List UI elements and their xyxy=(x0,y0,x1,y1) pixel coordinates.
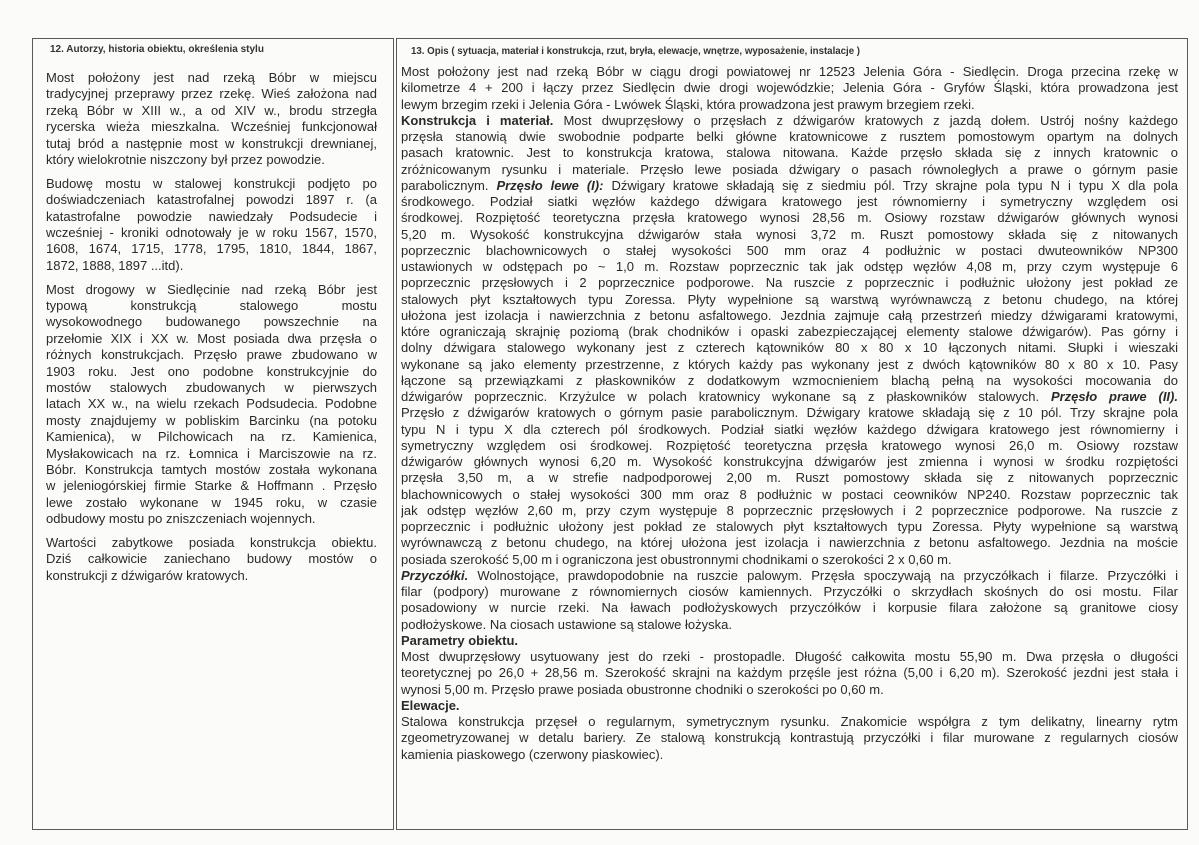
text-line: które ograniczają skrajnię poziomą (brak chodników i opaski zabezpieczającej elementy stalowe dźwigarów). Pas górny i xyxy=(401,324,1178,339)
text-line: mosty znajdujemy w pobliskim Barcinku (na potoku xyxy=(46,412,377,428)
text-line: ustawionych w odstępach po ~ 1,0 m. Rozstaw poprzecznic tak jak odstęp węzłów 4,08 m, przy czym występuje 6 xyxy=(401,259,1178,274)
text-line xyxy=(401,389,1178,405)
text-line: dźwigarów głównych wynosi 6,20 m. Wysokość konstrukcyjna dźwigarów jest zmienna i wynosi w środku rozpiętości xyxy=(401,454,1178,469)
text-line: katastrofalne powodzie nawiedzały Podsudecie i xyxy=(46,208,377,224)
text-line: przełomie XIX i XX w. Most posiada dwa przęsła o xyxy=(46,330,377,346)
text-line: dolny dźwigara stalowego wykonany jest z czterech kątowników 80 x 80 x 10 łączonych nitami. Słupki i wieszaki xyxy=(401,340,1178,356)
text-line: zgeometryzowanej w detalu bariery. Ze stalową konstrukcją kontrastują przyczółki i filar murowane z regularnych ciosów xyxy=(401,730,1178,746)
text-line: Bóbr. Konstrukcja tamtych mostów została wykonana xyxy=(46,461,377,477)
text-line: kamienia piaskowego (czerwony piaskowiec). xyxy=(401,746,664,762)
text-line: w jeleniogórskiej firmie Starke & Hoffmann . Przęsło xyxy=(46,478,377,494)
bold-italic-label: Przyczółki. xyxy=(401,567,469,583)
text-line: Stalowa konstrukcja przęseł o regularnym, symetrycznym rysunku. Znakomicie współgra z tym delikatny, linearny rytm xyxy=(401,714,1178,729)
text-paragraph xyxy=(46,176,377,274)
text-line xyxy=(401,113,1178,129)
description-section-body xyxy=(401,64,1178,763)
text-line: kilometrze 4 + 200 i łączy przez Siedlęcin dwie drogi wojewódzkie; Jelenia Góra - Gryfów Śląski, która prowadzona jest xyxy=(401,80,1178,96)
description-section-heading: 13. Opis ( sytuacja, materiał i konstrukcja, rzut, bryła, elewacje, wnętrze, wyposażenie, instalacje ) xyxy=(411,46,861,57)
bold-label: Parametry obiektu. xyxy=(401,632,519,648)
bold-italic-label: Przęsło prawe (II). xyxy=(1050,389,1178,404)
text-line: stalowych płyt kształtowych typu Zoressa. Płyty wypełnione są warstwą wyrównawczą z betonu chudego, na której xyxy=(401,291,1178,307)
text-line: Kamienica), w Pilchowicach na rz. Kamienica, xyxy=(46,429,377,445)
text-line: łączone są przewiązkami z płaskowników z dodatkowym wzmocnieniem blachą pełną na wysokości mocowania do xyxy=(401,372,1178,388)
text-run: dźwigarów poprzecznic. Krzyżulce w polach kratownicy wykonane są z płaskowników stalowych. xyxy=(401,389,1051,404)
text-line: latach XX w., na wielu rzekach Podsudecia. Podobne xyxy=(46,396,377,412)
text-line: Budowę mostu w stalowej konstrukcji podjęto po xyxy=(46,175,377,191)
text-line xyxy=(401,633,1178,649)
text-line: środkowej. Rozpiętość teoretyczna przęsła kratowego wynosi 28,56 m. Osiowy rozstaw dźwigarów głównych wynosi xyxy=(401,210,1178,226)
text-line: wcześniej - kroniki odnotowały je w roku 1567, 1570, xyxy=(46,225,377,241)
text-line: 1903 roku. Jest ono podobne konstrukcyjnie do xyxy=(46,363,377,379)
text-line: podłożyskowe. Na ciosach ustawione są stalowe łożyska. xyxy=(401,616,732,632)
text-line: tutaj bród a następnie most w konstrukcji drewnianej, xyxy=(46,135,377,151)
text-line: pasach kratownic. Jest to konstrukcja kratowa, stalowa nitowana. Każde przęsło składa się z innych kratownic o xyxy=(401,145,1178,161)
text-line: posiada szerokość 5,00 m i ograniczona jest obustronnymi chodnikami o szerokości 2 x 0,60 m. xyxy=(401,551,952,567)
text-line: posadowiony w nurcie rzeki. Na ławach podłożyskowych przyczółków i korpusie filara założone są granitowe ciosy xyxy=(401,600,1178,616)
history-section-body xyxy=(46,70,377,592)
text-line: wysokowodnego budowanego powszechnie na xyxy=(46,314,377,330)
text-line: wykonane są jako elementy przestrzenne, z których każdy pas wykonany jest z dwóch kątowników 80 x 80 x 10. Pasy xyxy=(401,356,1178,372)
history-section-heading: 12. Autorzy, historia obiektu, określenia stylu xyxy=(50,44,264,55)
text-line: filar (podpory) murowane z równomiernych ciosów kamiennych. Przyczółki o skrzydłach skośnych do osi mostu. Filar xyxy=(401,584,1178,599)
text-line: odbudowy mostu po zniszczeniach wojennych. xyxy=(46,511,316,527)
text-line: blachownicowych o stałej wysokości 300 mm oraz 8 podłużnic w postaci ceowników NP240. Rozstaw poprzecznic tak xyxy=(401,486,1178,502)
text-line: poprzecznic przęsłowych i 2 poprzecznice podporowe. Na ruszcie z poprzecznic i podłużnic ułożony jest pokład ze xyxy=(401,275,1178,291)
text-line: Most dwuprzęsłowy usytuowany jest do rzeki - prostopadle. Długość całkowita mostu 55,90 m. Dwa przęsła o długości xyxy=(401,649,1178,664)
text-line: Wartości zabytkowe posiada konstrukcja obiektu. xyxy=(46,535,377,551)
text-line: 5,20 m. Wysokość konstrukcyjna dźwigarów stała wynosi 3,72 m. Ruszt pomostowy składa się z nitowanych xyxy=(401,226,1178,242)
text-line: Przęsło z dźwigarów kratowych o górnym pasie parabolicznym. Dźwigary kratowe składają się z 10 pól. Trzy skrajne pola xyxy=(401,405,1178,421)
text-line: Most położony jest nad rzeką Bóbr w miejscu xyxy=(46,70,377,85)
text-line: 1608, 1674, 1715, 1778, 1795, 1810, 1844, 1867, xyxy=(46,241,377,257)
text-line xyxy=(401,698,1178,714)
text-line: tradycyjnej przeprawy przez rzekę. Wieś założona nad xyxy=(46,86,377,102)
text-paragraph xyxy=(401,714,1178,763)
text-run: Wolnostojące, prawdopodobnie na ruszcie palowym. Przęsła spoczywają na przyczółkach i filarze. Przyczółki i xyxy=(468,567,1178,583)
text-line: środkowego. Podział siatki węzłów każdego dźwigara kratowego jest równomierny i symetryczny względem osi xyxy=(401,194,1178,209)
text-line: Mysłakowicach na rz. Łomnica i Marciszowie na rz. xyxy=(46,445,377,461)
text-paragraph xyxy=(401,113,1178,568)
bold-label: Elewacje. xyxy=(401,697,460,713)
text-paragraph xyxy=(401,64,1178,113)
text-line xyxy=(401,568,1178,584)
text-line: doświadczeniach katastrofalnej powodzi 1897 r. (a xyxy=(46,192,377,208)
text-run: parabolicznym. xyxy=(401,177,497,193)
text-line: przęsła stanowią dwie swobodnie podparte belki główne kratownicowe z rusztem pomostowym opartym na dolnych xyxy=(401,129,1178,144)
text-line: lewym brzegim rzeki i Jelenia Góra - Lwówek Śląski, która prowadzona jest prawym brzegiem rzeki. xyxy=(401,96,975,112)
text-line: konstrukcji z dźwigarów kratowych. xyxy=(46,567,249,583)
text-line xyxy=(401,178,1178,194)
text-line: ułożona jest izolacja i nawierzchnia z betonu asfaltowego. Jezdnia zajmuje całą przestrzeń miedzy dźwigarami kratowymi, xyxy=(401,307,1178,323)
text-paragraph xyxy=(401,633,1178,649)
bold-italic-label: Przęsło lewe (I): xyxy=(496,177,604,193)
text-paragraph xyxy=(46,70,377,168)
text-line: przęsła 3,50 m, a w strefie nadpodporowej 2,00 m. Ruszt pomostowy składa się z nitowanych poprzecznic xyxy=(401,470,1178,486)
text-line: poprzecznic i podłużnic ułożony jest pokład ze stalowych płyt kształtowych typu Zoressa. Płyty wypełnione są warstwą xyxy=(401,519,1178,534)
text-line: wynosi 5,00 m. Przęsło prawe posiada obustronne chodniki o szerokości po 0,60 m. xyxy=(401,681,884,697)
text-run: Dźwigary kratowe składają się z siedmiu pól. Trzy skrajne pola typu N i typu X dla pola xyxy=(603,177,1178,193)
text-paragraph xyxy=(401,698,1178,714)
text-line: poprzecznic blachownicowych o stałej wysokości 500 mm oraz 4 podłużnic w postaci dwuteowników NP300 xyxy=(401,242,1178,258)
text-paragraph xyxy=(46,535,377,584)
text-line: wyrównawczą z betonu chudego, na której ułożona jest izolacja i nawierzchnia z betonu asfaltowego. Jezdnia na moście xyxy=(401,535,1178,551)
text-paragraph xyxy=(401,649,1178,698)
text-paragraph xyxy=(401,568,1178,633)
text-line: mostów stalowych zbudowanych w pierwszych xyxy=(46,380,377,396)
text-line: różnych konstrukcjach. Przęsło prawe zbudowano w xyxy=(46,347,377,363)
text-line: lewe zostało wykonane w 1945 roku, w czasie xyxy=(46,494,377,510)
text-line: który wielokrotnie niszczony był przez powodzie. xyxy=(46,151,325,167)
text-line: rycerska wieża mieszkalna. Wcześniej funkcjonował xyxy=(46,119,377,135)
text-line: symetryczny względem osi środkowej. Rozpiętość teoretyczna przęsła kratowego wynosi 26,0 m. Osiowy rozstaw xyxy=(401,437,1178,453)
text-line: teoretycznej po 26,0 + 28,56 m. Szerokość skrajni na każdym przęśle jest różna (5,00 i 6,20 m). Szerokość jezdni jest stała i xyxy=(401,665,1178,681)
text-line: Dziś całkowicie zaniechano budowy mostów o xyxy=(46,551,377,567)
text-line: 1872, 1888, 1897 ...itd). xyxy=(46,257,184,273)
text-line: Most drogowy w Siedlęcinie nad rzeką Bóbr jest xyxy=(46,281,377,297)
text-line: zróżnicowanym rysunku i materiale. Przęsło lewe posiada dźwigary o pasach równoległych a prawe o górnym pasie xyxy=(401,161,1178,177)
text-line: jak odstęp węzłów 2,60 m, przy czym występuje 8 poprzecznic przęsłowych i 2 poprzecznice podporowe. Na ruszcie z xyxy=(401,502,1178,518)
text-paragraph xyxy=(46,282,377,528)
text-line: typową konstrukcją stalowego mostu xyxy=(46,298,377,314)
bold-label: Konstrukcja i materiał. xyxy=(401,112,554,128)
text-line: Most położony jest nad rzeką Bóbr w ciągu drogi powiatowej nr 12523 Jelenia Góra - Siedlęcin. Droga przecina rzekę w xyxy=(401,64,1178,79)
text-line: rzeką Bóbr w XIII w., a od XIV w., brodu strzegła xyxy=(46,102,377,118)
text-run: Most dwuprzęsłowy o przęsłach z dźwigarów kratowych z jazdą dołem. Ustrój nośny każdego xyxy=(553,112,1178,128)
text-line: typu N i typu X dla czterech pól środkowych. Podział siatki węzłów każdego dźwigara kratowego jest równomierny i xyxy=(401,421,1178,437)
